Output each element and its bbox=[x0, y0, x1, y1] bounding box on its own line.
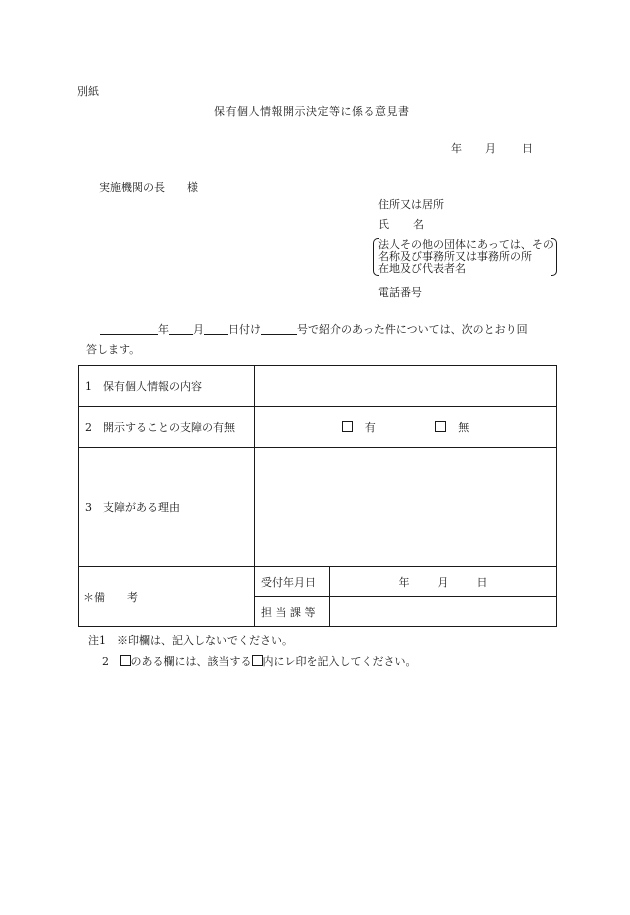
square-icon bbox=[120, 655, 131, 666]
note-2 bbox=[102, 655, 417, 667]
addressee-honorific: 様 bbox=[187, 181, 198, 194]
opinion-table bbox=[78, 365, 557, 627]
date-month: 月 bbox=[485, 142, 496, 155]
table-row bbox=[79, 366, 557, 407]
document-title: 保有個人情報開示決定等に係る意見書 bbox=[214, 105, 410, 118]
row3-input[interactable] bbox=[255, 448, 557, 567]
corp-note-line-2: 名称及び事務所又は事務所の所 bbox=[378, 250, 532, 263]
option-yes[interactable] bbox=[342, 419, 376, 435]
name-label bbox=[378, 219, 424, 230]
row2-text: 開示することの支障の有無 bbox=[103, 421, 235, 434]
date-day: 日 bbox=[522, 142, 533, 155]
name-label-1: 氏 bbox=[378, 218, 389, 231]
received-date-label: 受付年月日 bbox=[255, 567, 330, 597]
received-month: 月 bbox=[437, 575, 449, 589]
received-date-value[interactable] bbox=[330, 567, 557, 597]
row1-input[interactable] bbox=[255, 366, 557, 407]
row1-label bbox=[79, 366, 255, 407]
month-suffix: 月 bbox=[193, 323, 204, 336]
addressee bbox=[99, 182, 198, 193]
checkbox-yes[interactable] bbox=[342, 421, 353, 432]
form-label: 別紙 bbox=[77, 85, 99, 98]
option-no[interactable] bbox=[435, 419, 469, 435]
section-label: 担 当 課 等 bbox=[255, 597, 330, 627]
option-yes-label: 有 bbox=[364, 421, 376, 434]
note2-text-2: 内にレ印を記入してください。 bbox=[262, 655, 417, 668]
table-row bbox=[79, 567, 557, 597]
body-line-2: 答します。 bbox=[86, 343, 141, 356]
checkbox-no[interactable] bbox=[435, 421, 446, 432]
date-suffix: 日付け bbox=[228, 323, 261, 336]
note2-text-1: のある欄には、該当する bbox=[130, 655, 252, 668]
date-year: 年 bbox=[451, 142, 462, 155]
addressee-text: 実施機関の長 bbox=[99, 181, 165, 194]
row3-num: 3 bbox=[85, 501, 92, 514]
row1-num: 1 bbox=[85, 380, 92, 393]
remarks-label bbox=[79, 567, 255, 627]
row2-num: 2 bbox=[85, 421, 92, 434]
remarks-text-2: 考 bbox=[127, 590, 138, 604]
row3-label bbox=[79, 448, 255, 567]
blank-day[interactable] bbox=[204, 323, 228, 335]
address-label: 住所又は居所 bbox=[378, 198, 444, 211]
section-value[interactable] bbox=[330, 597, 557, 627]
corp-note-line-1: 法人その他の団体にあっては、その bbox=[378, 238, 554, 251]
received-year: 年 bbox=[398, 575, 410, 589]
name-label-2: 名 bbox=[413, 218, 424, 231]
row2-options bbox=[255, 407, 557, 448]
blank-number[interactable] bbox=[261, 323, 297, 335]
body-line-1 bbox=[100, 323, 528, 335]
blank-month[interactable] bbox=[169, 323, 193, 335]
received-day: 日 bbox=[476, 575, 488, 589]
square-icon bbox=[252, 655, 263, 666]
row2-label bbox=[79, 407, 255, 448]
tel-label: 電話番号 bbox=[378, 286, 422, 299]
remarks-text-1: ＊備 bbox=[83, 590, 105, 604]
corp-note-line-3: 在地及び代表者名 bbox=[378, 262, 466, 275]
year-suffix: 年 bbox=[158, 323, 169, 336]
table-row bbox=[79, 407, 557, 448]
row1-text: 保有個人情報の内容 bbox=[103, 380, 202, 393]
note2-num: 2 bbox=[102, 655, 109, 668]
option-no-label: 無 bbox=[458, 421, 470, 434]
number-suffix: 号で紹介のあった件については、次のとおり回 bbox=[297, 323, 528, 336]
row3-text: 支障がある理由 bbox=[103, 501, 180, 514]
note-1: 注1 ※印欄は、記入しないでください。 bbox=[88, 634, 293, 647]
corporation-note bbox=[373, 238, 557, 276]
blank-year[interactable] bbox=[100, 323, 158, 335]
table-row bbox=[79, 448, 557, 567]
